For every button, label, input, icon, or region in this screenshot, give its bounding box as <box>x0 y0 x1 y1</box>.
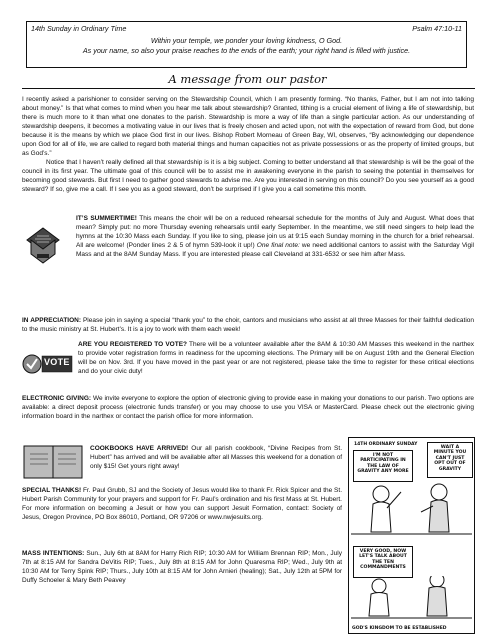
cookbook-icon <box>22 442 84 482</box>
thanks-section <box>22 486 342 522</box>
cartoon-figures-bottom <box>351 576 472 620</box>
pastor-message <box>22 95 474 194</box>
summertime-note-label: One final note: <box>256 242 300 249</box>
cookbooks-body: Our all parish cookbook, “Divine Recipes from St. Hubert” has arrived and will be available after all Masses this weekend for a donation of only $15! Get yours right away! <box>90 445 343 470</box>
vote-body: There will be a volunteer available after the 8AM & 10:30 AM Masses this weekend in the narthex to provide voter registration forms in readiness for the upcoming elections. The Primary will be on August 19th and the General Election will be on Nov. 3rd. If you have moved in the past year or are not registered, please take the time to register for these critical elections and do your civic duty! <box>78 341 475 375</box>
summertime-text <box>22 214 474 295</box>
giving-heading: ELECTRONIC GIVING: <box>22 395 92 402</box>
vote-heading: ARE YOU REGISTERED TO VOTE? <box>78 341 188 348</box>
giving-section <box>22 394 474 421</box>
pastor-message-title: A message from our pastor <box>168 72 327 86</box>
cartoon-header: 14TH ORDINARY SUNDAY <box>354 442 418 447</box>
vote-badge <box>22 349 78 385</box>
header-line-1 <box>31 24 462 33</box>
cartoon-sign-3-text: VERY GOOD, NOW LET'S TALK ABOUT THE TEN COMMANDMENTS <box>359 549 407 571</box>
cartoon-sign-2-text: WAIT A MINUTE YOU CAN'T JUST OPT OUT OF GRAVITY <box>433 445 467 472</box>
mass-intentions-heading: MASS INTENTIONS: <box>22 550 85 557</box>
cartoon-sign-2 <box>427 442 473 478</box>
giving-body: We invite everyone to explore the option of electronic giving to provide ease in making your donations to our parish. Two options are available: a direct deposit process (electronic funds transfer) or you may choose to use you VISA or MasterCard. Please check out the electronic giving information board in the narthex or contact the parish office for more information. <box>22 395 474 420</box>
header-verse-1: Within your temple, we ponder your loving kindness, O God. <box>150 36 343 45</box>
mass-intentions-section <box>22 549 342 585</box>
pastor-paragraph-2: Notice that I haven’t really defined all that stewardship is it is a big subject. Coming to better understand all that stewardship is will be the goal of the council in its first year. The ultimate goal of this council will be to assist me in awakening everyone in the parish to seeing the potential in themselves for becoming good stewards. But first I need to gather good stewards to advise me. Are you interested in serving on this council? Do you see yourself as a good steward? If so, give me a call. If I see you as a good steward, don’t be surprised if I give you a call sometime this month. <box>22 159 474 193</box>
appreciation-section <box>22 316 474 334</box>
cartoon-figures-top <box>351 482 472 538</box>
cartoon-caption: GOD'S KINGDOM TO BE ESTABLISHED <box>352 626 447 631</box>
appreciation-heading: IN APPRECIATION: <box>22 317 82 324</box>
mass-intentions-body: Sun., July 6th at 8AM for Harry Rich RIP; 10:30 AM for William Brennan RIP; Mon., July 7th at 8:15 AM for Sandra DeVitis RIP; Tues., July 8th at 8:15 AM for John Quaresma RIP; Wed., July 9th at 10:30 AM for Terry Spink RIP; Thurs., July 10th at 8:15 AM for John Arnieri (healing); Sat., July 12th at 5PM for Duffy Schoeler & Mary Beth Peavey <box>22 550 342 584</box>
cartoon-sign-1-text: I'M NOT PARTICIPATING IN THE LAW OF GRAVITY ANY MORE <box>357 453 409 475</box>
summertime-body: This means the choir will be on a reduced rehearsal schedule for the months of July and August. What does that mean? Simply put: no more Thursday evening rehearsals until early September. In the meantime, we still need singers to help lead the hymns at the 10:30 Mass each Sunday. If you like to sing, please join us at 9:15 each Sunday morning in the church for a brief rehearsal. All are welcome! (Ponder lines 2 & 5 of hymn 539-look it up!) <box>76 215 474 249</box>
cartoon-sign-3 <box>353 546 413 578</box>
header-verse-2: As your name, so also your praise reaches to the ends of the earth; your right hand is filled with justice. <box>82 46 411 55</box>
summertime-heading: IT’S SUMMERTIME! <box>76 215 137 222</box>
thanks-body: Fr. Paul Grubb, SJ and the Society of Jesus would like to thank Fr. Rick Spicer and the St. Hubert Parish Community for your prayers and support for Fr. Paul’s ordination and his first Mass at St. Hubert. For more information on becoming a Jesuit or how you can support Jesuit Formation, contact: Society of Jesus, Oregon Province, PO Box 86010, Portland, OR 97206 or www.nwjesuits.org. <box>22 487 343 521</box>
vote-section <box>22 340 474 385</box>
summertime-note-text: we need additional cantors to assist with the Saturday Vigil Mass and at the 8AM Sunday Mass. If you are interested please call Cleveland at 331-6532 or see him after Mass. <box>76 242 474 258</box>
vote-badge-label: VOTE <box>44 357 70 367</box>
thanks-heading: SPECIAL THANKS! <box>22 487 82 494</box>
cartoon-panel <box>348 437 475 634</box>
cookbooks-heading: COOKBOOKS HAVE ARRIVED! <box>90 445 189 452</box>
header-box <box>26 21 467 68</box>
pastor-paragraph-1: I recently asked a parishioner to consider serving on the Stewardship Council, which I am presently forming. “No thanks, Father, but I am not into talking about money.” Is that what comes to mind when you hear me talk about stewardship? Granted, tithing is a crucial element of living a life of stewardship, but there is much more to it than what one donates to the parish. Stewardship is more a way of life than a single particular action. As our understanding of stewardship deepens, it becomes a motivating value in our lives that is freely chosen and acted upon, not with the expectation of reward from God, but done because it is the means by which we place God first in our lives. Bishop Robert Morneau of Green Bay, WI, observes, “By acknowledging our dependence upon God for all of life, we are called to regard both material things and human capacities not as private possessions or as the property of limited groups, but as God’s.” <box>22 96 474 157</box>
header-psalm: Psalm 47:10-11 <box>412 24 462 33</box>
title-rule <box>22 88 475 89</box>
appreciation-body: Please join in saying a special “thank you” to the choir, cantors and musicians who assist at all three Masses for their faithful dedication to the music ministry at St. Hubert’s. It is a joy to work with them each week! <box>22 317 474 333</box>
cartoon-sign-1 <box>353 450 413 482</box>
cookbooks-section <box>90 444 342 471</box>
header-sunday: 14th Sunday in Ordinary Time <box>31 24 127 33</box>
